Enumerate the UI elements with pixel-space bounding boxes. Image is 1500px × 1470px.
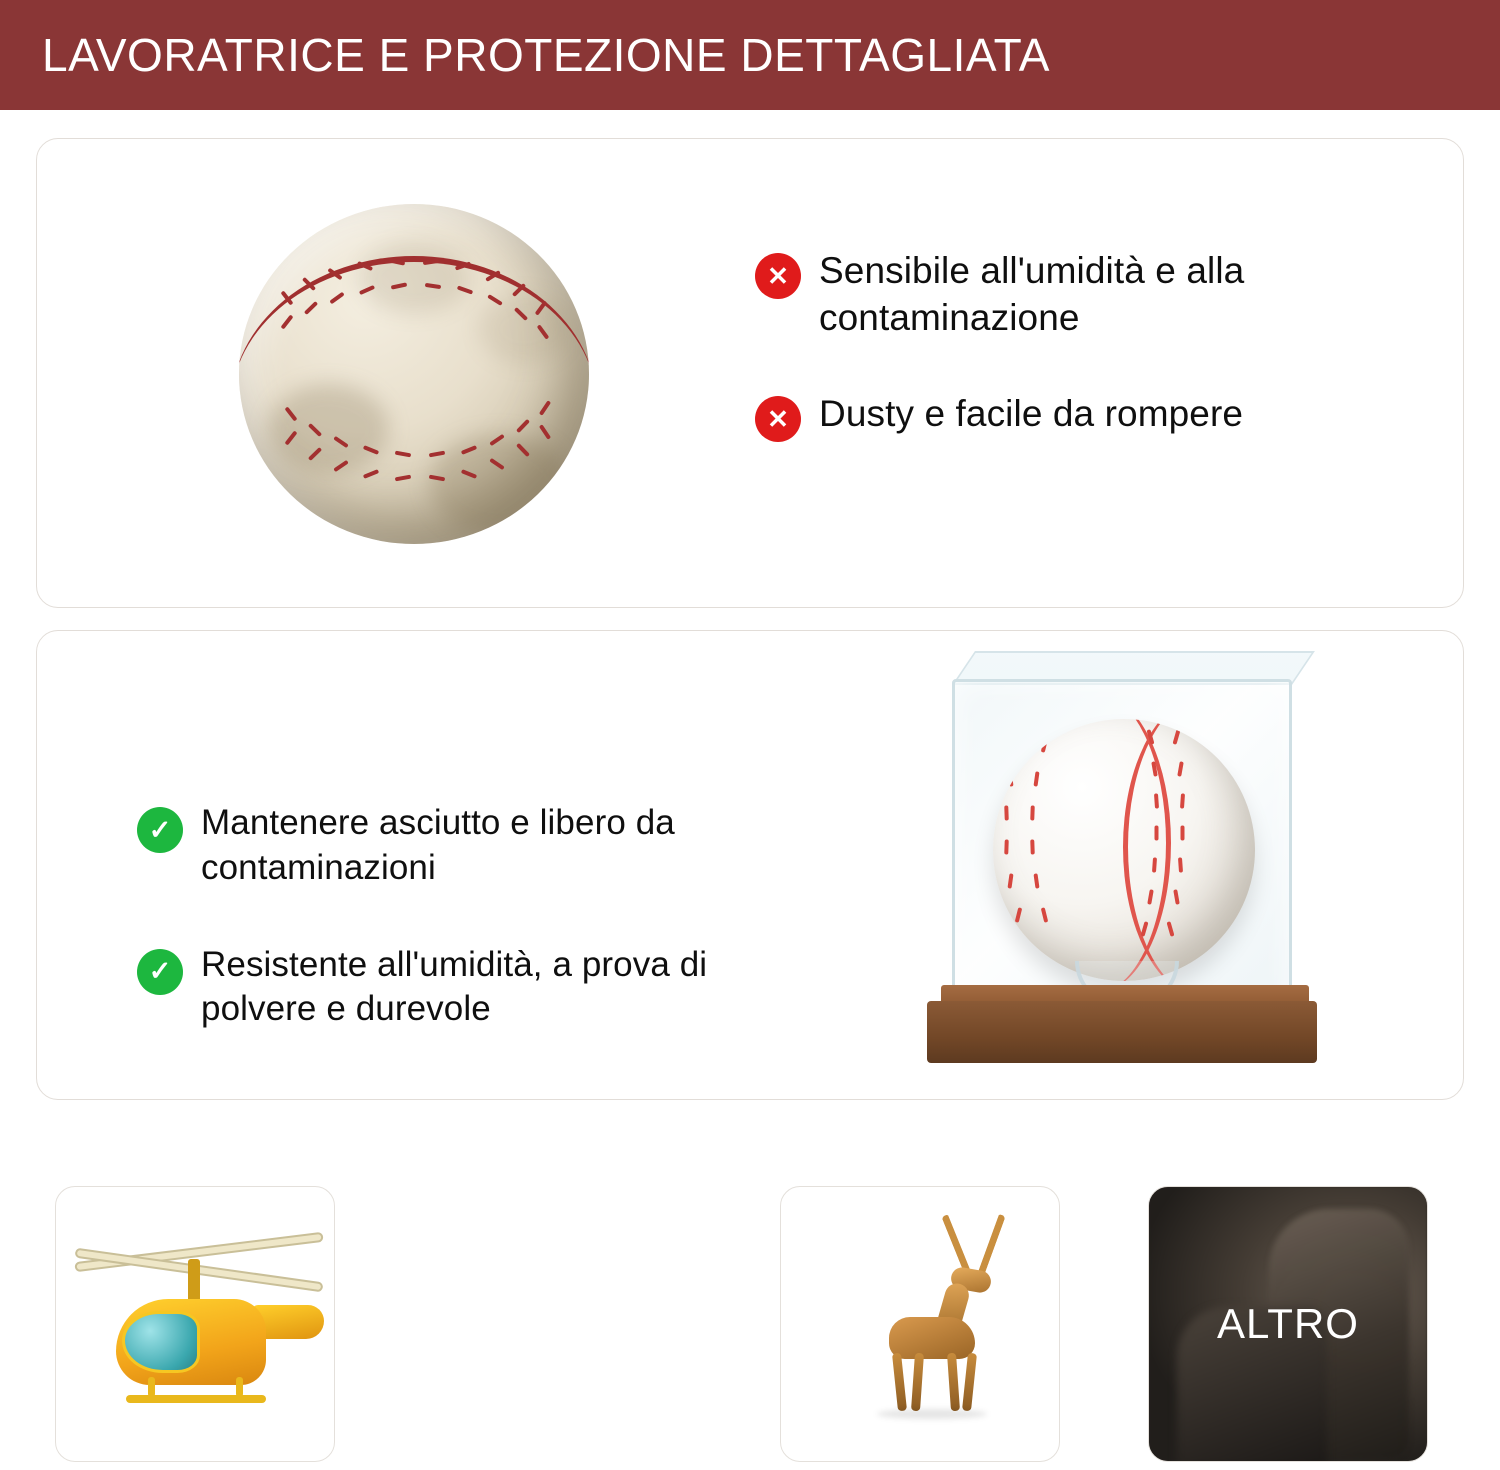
thumbnail-helicopter[interactable] bbox=[55, 1186, 335, 1462]
list-item bbox=[137, 801, 777, 891]
list-item bbox=[755, 390, 1435, 442]
header-banner bbox=[0, 0, 1500, 110]
check-icon: ✓ bbox=[137, 949, 183, 995]
deer-leg bbox=[947, 1353, 960, 1411]
bullet-label: Resistente all'umidità, a prova di polvere e durevole bbox=[201, 944, 708, 1029]
helicopter-skid bbox=[126, 1395, 266, 1403]
other-label: ALTRO bbox=[1217, 1300, 1359, 1347]
antler-right bbox=[976, 1214, 1005, 1277]
unprotected-bullet-list bbox=[755, 247, 1435, 478]
page-title: LAVORATRICE E PROTEZIONE DETTAGLIATA bbox=[42, 29, 1050, 81]
deer-leg bbox=[911, 1353, 924, 1411]
helicopter-skid-leg bbox=[236, 1377, 243, 1397]
x-icon: ✕ bbox=[755, 253, 801, 299]
wood-base bbox=[927, 1001, 1317, 1063]
thumbnail-other[interactable] bbox=[1148, 1186, 1428, 1462]
list-item bbox=[755, 247, 1435, 342]
deer-leg bbox=[962, 1353, 977, 1412]
unprotected-baseball-card bbox=[36, 138, 1464, 608]
deer-shadow bbox=[877, 1409, 987, 1419]
deer-body bbox=[889, 1317, 975, 1359]
bullet-label: Dusty e facile da rompere bbox=[819, 392, 1244, 434]
x-icon: ✕ bbox=[755, 396, 801, 442]
list-item bbox=[137, 943, 777, 1033]
bullet-label: Mantenere asciutto e libero da contaminazioni bbox=[201, 803, 675, 887]
display-case-image bbox=[897, 641, 1347, 1091]
bullet-label: Sensibile all'umidità e alla contaminazione bbox=[819, 250, 1245, 339]
protected-bullet-list bbox=[137, 801, 777, 1084]
clean-baseball-graphic bbox=[993, 719, 1255, 981]
thumbnail-strip bbox=[0, 1178, 1500, 1470]
helicopter-canopy bbox=[122, 1311, 200, 1373]
helicopter-skid-leg bbox=[148, 1377, 155, 1397]
check-icon: ✓ bbox=[137, 807, 183, 853]
protected-baseball-card bbox=[36, 630, 1464, 1100]
dirty-baseball-graphic bbox=[239, 204, 589, 544]
thumbnail-deer-figurine[interactable] bbox=[780, 1186, 1060, 1462]
dirty-baseball-image bbox=[207, 179, 627, 569]
deer-leg bbox=[892, 1353, 907, 1412]
antler-left bbox=[941, 1214, 972, 1276]
